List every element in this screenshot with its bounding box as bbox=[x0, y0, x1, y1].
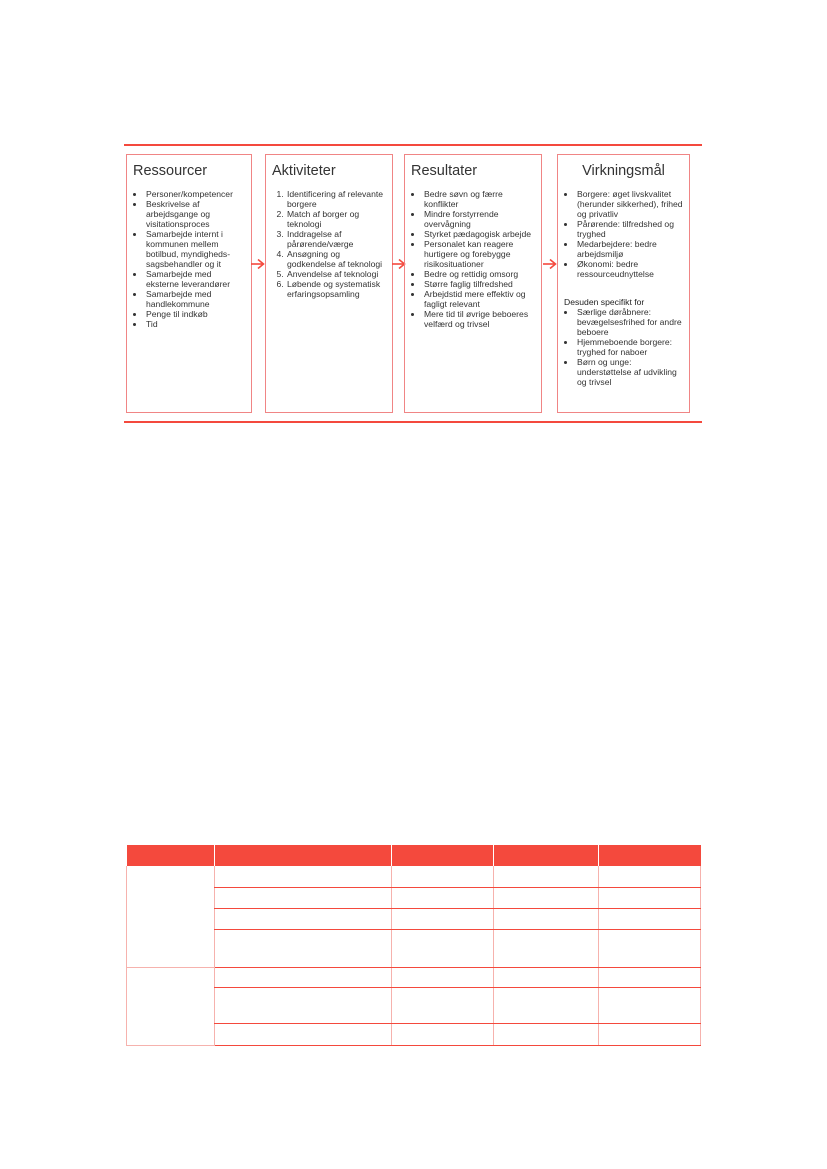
list-item: • Tid bbox=[145, 319, 245, 329]
list-item: 1. Identificering af relevante borgere bbox=[286, 189, 386, 209]
list-item: • Børn og unge: understøttelse af udvikling og trivsel bbox=[576, 357, 683, 387]
table-cell bbox=[214, 967, 391, 987]
box-aktiviteter bbox=[265, 154, 393, 413]
table-row bbox=[127, 866, 701, 887]
list-item: 3. Inddragelse af pårørende/værge bbox=[286, 229, 386, 249]
table-cell bbox=[214, 866, 391, 887]
bottom-rule bbox=[124, 421, 702, 423]
list-item: 6. Løbende og systematisk erfaringsopsamling bbox=[286, 279, 386, 299]
header-cell bbox=[391, 845, 494, 866]
list-item: • Særlige døråbnere: bevægelsesfrihed for andre beboere bbox=[576, 307, 683, 337]
box-title: Aktiviteter bbox=[272, 163, 336, 179]
table-cell bbox=[599, 887, 701, 908]
list-item: • Medarbejdere: bedre arbejdsmiljø bbox=[576, 239, 683, 259]
numbered-list bbox=[272, 189, 386, 299]
top-rule bbox=[124, 144, 702, 146]
table-cell bbox=[391, 866, 494, 887]
box-ressourcer bbox=[126, 154, 252, 413]
list-item: 2. Match af borger og teknologi bbox=[286, 209, 386, 229]
empty-table bbox=[126, 845, 701, 1046]
table-cell bbox=[391, 1023, 494, 1045]
table-cell bbox=[494, 1023, 599, 1045]
bullet-list bbox=[411, 189, 535, 329]
table-cell bbox=[599, 967, 701, 987]
sub-bullet-list bbox=[564, 307, 683, 387]
list-item: • Beskrivelse af arbejdsgange og visitationsproces bbox=[145, 199, 245, 229]
table-cell bbox=[391, 887, 494, 908]
arrow-right-icon bbox=[543, 258, 557, 270]
list-item: • Økonomi: bedre ressourceudnyttelse bbox=[576, 259, 683, 279]
bullet-list bbox=[564, 189, 683, 279]
list-item: • Pårørende: tilfredshed og tryghed bbox=[576, 219, 683, 239]
table-cell bbox=[599, 987, 701, 1023]
subheading: Desuden specifikt for bbox=[564, 297, 645, 307]
list-item: • Bedre søvn og færre konflikter bbox=[423, 189, 535, 209]
list-item: • Samarbejde med handlekommune bbox=[145, 289, 245, 309]
table-cell bbox=[494, 929, 599, 967]
table-cell bbox=[599, 908, 701, 929]
table-cell bbox=[599, 929, 701, 967]
header-cell bbox=[127, 845, 215, 866]
list-item: • Borgere: øget livskvalitet (herunder sikkerhed), frihed og privatliv bbox=[576, 189, 683, 219]
table-cell bbox=[494, 908, 599, 929]
list-item: • Mindre forstyrrende overvågning bbox=[423, 209, 535, 229]
table-cell bbox=[494, 887, 599, 908]
header-cell bbox=[214, 845, 391, 866]
list-item: • Samarbejde internt i kommunen mellem botilbud, myndigheds-sagsbehandler og it bbox=[145, 229, 245, 269]
box-title: Ressourcer bbox=[133, 163, 208, 179]
arrow-right-icon bbox=[251, 258, 265, 270]
table-cell bbox=[214, 987, 391, 1023]
box-title: Virkningsmål bbox=[582, 163, 665, 179]
group-cell bbox=[127, 967, 215, 1045]
table-cell bbox=[391, 967, 494, 987]
list-item: • Styrket pædagogisk arbejde bbox=[423, 229, 535, 239]
list-item: • Arbejdstid mere effektiv og fagligt relevant bbox=[423, 289, 535, 309]
table-row bbox=[127, 967, 701, 987]
list-item: • Personer/kompetencer bbox=[145, 189, 245, 199]
box-resultater bbox=[404, 154, 542, 413]
table-cell bbox=[494, 866, 599, 887]
list-item: • Hjemmeboende borgere: tryghed for naboer bbox=[576, 337, 683, 357]
table-cell bbox=[214, 1023, 391, 1045]
list-item: • Samarbejde med eksterne leverandører bbox=[145, 269, 245, 289]
list-item: • Personalet kan reagere hurtigere og forebygge risikosituationer bbox=[423, 239, 535, 269]
box-virkningsmaal bbox=[557, 154, 690, 413]
table-cell bbox=[391, 987, 494, 1023]
table-header-row bbox=[127, 845, 701, 866]
table-cell bbox=[214, 908, 391, 929]
list-item: • Mere tid til øvrige beboeres velfærd og trivsel bbox=[423, 309, 535, 329]
table-cell bbox=[214, 929, 391, 967]
list-item: • Bedre og rettidig omsorg bbox=[423, 269, 535, 279]
table-cell bbox=[214, 887, 391, 908]
table-cell bbox=[494, 967, 599, 987]
table-cell bbox=[494, 987, 599, 1023]
list-item: 5. Anvendelse af teknologi bbox=[286, 269, 386, 279]
group-cell bbox=[127, 866, 215, 967]
table-cell bbox=[599, 1023, 701, 1045]
box-title: Resultater bbox=[411, 163, 478, 179]
table-cell bbox=[599, 866, 701, 887]
bullet-list bbox=[133, 189, 245, 329]
list-item: 4. Ansøgning og godkendelse af teknologi bbox=[286, 249, 386, 269]
list-item: • Penge til indkøb bbox=[145, 309, 245, 319]
header-cell bbox=[599, 845, 701, 866]
table-cell bbox=[391, 908, 494, 929]
header-cell bbox=[494, 845, 599, 866]
list-item: • Større faglig tilfredshed bbox=[423, 279, 535, 289]
table-cell bbox=[391, 929, 494, 967]
